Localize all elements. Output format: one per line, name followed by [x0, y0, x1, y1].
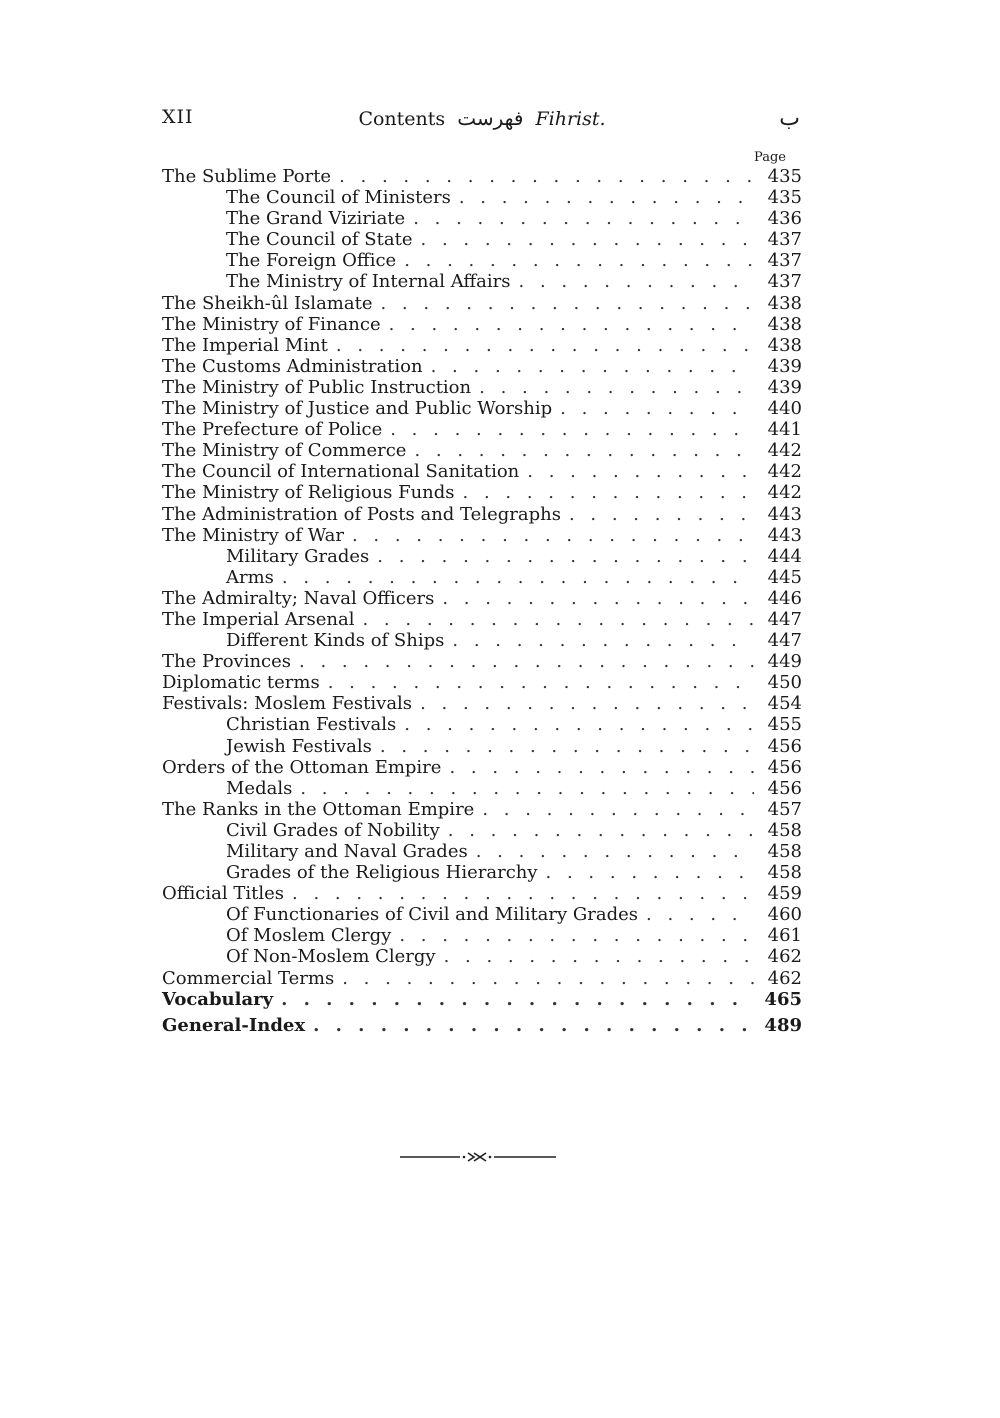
toc-entry-title: Grades of the Religious Hierarchy: [226, 862, 538, 884]
toc-entry: [162, 925, 802, 946]
toc-entry-page: 461: [767, 925, 802, 947]
toc-entry: [162, 862, 802, 883]
toc-entry-page: 437: [767, 271, 802, 293]
dot-leader: [282, 567, 754, 588]
toc-entry-page: 441: [767, 419, 802, 441]
toc-entry-title: Military and Naval Grades: [226, 841, 468, 862]
toc-entry: [162, 461, 802, 482]
toc-entry: [162, 946, 802, 967]
toc-entry: [162, 293, 802, 314]
toc-entry-title: The Administration of Posts and Telegraphs: [162, 503, 561, 525]
running-title: [162, 106, 802, 130]
dot-leader: [339, 166, 754, 187]
dot-leader: [442, 588, 754, 609]
toc-entry-page: 439: [767, 355, 802, 377]
toc-entry: [162, 419, 802, 440]
toc-entry: [162, 398, 802, 419]
toc-entry-page: 458: [767, 819, 802, 841]
dot-leader: [413, 208, 754, 229]
toc-entry-page: 456: [767, 735, 802, 757]
toc-entry: [162, 335, 802, 356]
toc-entry-page: 440: [767, 398, 802, 420]
toc-entry-title: The Imperial Mint: [162, 334, 328, 356]
toc-entry-page: 459: [767, 883, 802, 905]
toc-entry-page: 462: [767, 946, 802, 968]
toc-entry-title: The Ministry of Internal Affairs: [226, 271, 511, 293]
toc-entry: [162, 525, 802, 546]
toc-entry-title: Civil Grades of Nobility: [226, 819, 440, 841]
toc-entry: [162, 736, 802, 757]
toc-entry: [162, 968, 802, 989]
dot-leader: [399, 925, 754, 946]
toc-entry: [162, 546, 802, 567]
toc-entry-page: 489: [764, 1014, 802, 1036]
toc-entry-title: The Ministry of Commerce: [162, 440, 407, 462]
toc-entry: [162, 271, 802, 292]
toc-entry: [162, 482, 802, 503]
toc-entry-title: Medals: [226, 777, 293, 799]
toc-entry-title: The Ministry of Religious Funds: [162, 482, 455, 504]
toc-entry-page: 455: [767, 714, 802, 736]
toc-entry-page: 443: [767, 503, 802, 525]
toc-entry: [162, 989, 802, 1015]
toc-entry-page: 445: [767, 566, 802, 588]
toc-entry-title: General-Index: [162, 1014, 306, 1036]
dot-leader: [560, 398, 754, 419]
dot-leader: [404, 250, 754, 271]
toc-entry: [162, 440, 802, 461]
toc-entry-page: 442: [767, 440, 802, 462]
dot-leader: [342, 968, 754, 989]
toc-entry-title: The Grand Viziriate: [226, 208, 406, 230]
toc-entry-title: The Provinces: [162, 651, 292, 673]
toc-entry-title: The Foreign Office: [226, 250, 397, 272]
toc-entry-page: 438: [767, 313, 802, 335]
dot-leader: [444, 946, 754, 967]
dot-leader: [476, 841, 754, 862]
toc-entry-page: 436: [767, 208, 802, 230]
toc-entry: [162, 504, 802, 525]
running-title-arabic: فهرست: [457, 106, 524, 130]
page-header: [162, 106, 802, 136]
toc-entry-title: The Admiralty; Naval Officers: [162, 587, 435, 609]
toc-entry: [162, 588, 802, 609]
toc-entry-title: The Sheikh-ûl Islamate: [162, 292, 373, 314]
toc-entry-page: 450: [767, 672, 802, 694]
toc-entry-title: The Prefecture of Police: [162, 419, 383, 441]
toc-entry-page: 435: [767, 166, 802, 187]
dot-leader: [479, 377, 754, 398]
dot-leader: [292, 883, 754, 904]
toc-entry-title: Different Kinds of Ships: [226, 630, 445, 652]
dot-leader: [448, 820, 754, 841]
dot-leader: [404, 714, 754, 735]
dot-leader: [646, 904, 754, 925]
dot-leader: [300, 778, 754, 799]
toc-entry-title: Of Non-Moslem Clergy: [226, 946, 436, 968]
toc-entry-title: The Imperial Arsenal: [162, 608, 355, 630]
toc-entry-page: 454: [767, 693, 802, 715]
toc-entry-title: The Council of International Sanitation: [162, 461, 520, 483]
dot-leader: [328, 672, 754, 693]
toc-entry-page: 458: [767, 862, 802, 884]
dot-leader: [463, 482, 754, 503]
dot-leader: [281, 989, 754, 1010]
toc-entry-title: Jewish Festivals: [226, 735, 372, 757]
dot-leader: [482, 799, 754, 820]
toc-entry-title: Orders of the Ottoman Empire: [162, 756, 442, 778]
toc-entry-title: Military Grades: [226, 545, 370, 567]
toc-entry: [162, 314, 802, 335]
toc-entry-title: Festivals: Moslem Festivals: [162, 693, 413, 715]
toc-entry-title: Commercial Terms: [162, 967, 335, 989]
toc-entry: [162, 356, 802, 377]
toc-entry: [162, 567, 802, 588]
toc-entry: [162, 1015, 802, 1041]
signature-mark: ب: [779, 106, 800, 131]
toc-entry-page: 435: [767, 187, 802, 209]
dot-leader: [519, 271, 755, 292]
toc-entry-title: The Ministry of Finance: [162, 313, 381, 335]
dot-leader: [459, 187, 754, 208]
toc-entry-page: 446: [767, 587, 802, 609]
toc-entry: [162, 208, 802, 229]
toc-entry-page: 447: [767, 630, 802, 652]
toc-entry-page: 456: [767, 777, 802, 799]
dot-leader: [377, 546, 754, 567]
dot-leader: [452, 630, 754, 651]
toc-entry-title: Diplomatic terms: [162, 672, 320, 694]
toc-entry-title: The Ministry of Public Instruction: [162, 376, 472, 398]
toc-entry-page: 444: [767, 545, 802, 567]
dot-leader: [336, 335, 754, 356]
toc-entry: [162, 714, 802, 735]
toc-entry-title: The Council of State: [226, 229, 413, 251]
toc-entry: [162, 187, 802, 208]
toc-entry: [162, 904, 802, 925]
dot-leader: [431, 356, 754, 377]
dot-leader: [299, 651, 754, 672]
page-number-roman: XII: [162, 106, 194, 128]
toc-entry: [162, 883, 802, 904]
toc-entry: [162, 693, 802, 714]
toc-entry-title: Arms: [226, 566, 274, 588]
dot-leader: [313, 1015, 754, 1036]
dot-leader: [362, 609, 754, 630]
toc-entry: [162, 757, 802, 778]
toc-entry-title: The Ministry of Justice and Public Worship: [162, 398, 553, 420]
toc-entry-title: Of Functionaries of Civil and Military Grades: [226, 904, 639, 926]
toc-entry-page: 438: [767, 292, 802, 314]
table-of-contents: [162, 166, 802, 1041]
running-title-english: Contents: [358, 108, 446, 130]
toc-entry-page: 449: [767, 651, 802, 673]
toc-entry-page: 437: [767, 229, 802, 251]
toc-entry-title: The Sublime Porte: [162, 166, 332, 187]
toc-entry: [162, 778, 802, 799]
toc-entry: [162, 377, 802, 398]
running-title-transliteration: Fihrist.: [535, 108, 606, 130]
dot-leader: [390, 419, 754, 440]
toc-entry-page: 457: [767, 798, 802, 820]
toc-entry-title: The Customs Administration: [162, 355, 423, 377]
toc-entry-page: 447: [767, 608, 802, 630]
toc-entry: [162, 841, 802, 862]
dot-leader: [380, 736, 754, 757]
toc-entry: [162, 229, 802, 250]
toc-entry-page: 458: [767, 841, 802, 862]
toc-entry-page: 460: [767, 904, 802, 926]
dot-leader: [421, 229, 755, 250]
toc-entry-page: 442: [767, 461, 802, 483]
dot-leader: [389, 314, 754, 335]
dot-leader: [569, 504, 754, 525]
dot-leader: [546, 862, 754, 883]
toc-entry: [162, 799, 802, 820]
dot-leader: [414, 440, 754, 461]
toc-entry-page: 456: [767, 756, 802, 778]
toc-entry-title: Vocabulary: [162, 988, 274, 1010]
dot-leader: [449, 757, 754, 778]
toc-entry: [162, 630, 802, 651]
toc-entry-title: Christian Festivals: [226, 714, 397, 736]
toc-entry-title: The Council of Ministers: [226, 187, 451, 209]
toc-entry: [162, 820, 802, 841]
closing-ornament: [398, 1150, 558, 1164]
toc-entry-page: 443: [767, 524, 802, 546]
page-column-label: Page: [754, 150, 786, 165]
toc-entry-page: 438: [767, 334, 802, 356]
toc-entry: [162, 672, 802, 693]
toc-entry: [162, 250, 802, 271]
toc-entry-title: Of Moslem Clergy: [226, 925, 392, 947]
dot-leader: [420, 693, 754, 714]
toc-entry-title: The Ministry of War: [162, 524, 344, 546]
toc-entry-page: 462: [767, 967, 802, 989]
toc-entry-page: 465: [764, 988, 802, 1010]
dot-leader: [527, 461, 754, 482]
toc-entry-title: Official Titles: [162, 883, 284, 905]
toc-entry: [162, 609, 802, 630]
toc-entry-page: 442: [767, 482, 802, 504]
toc-entry-page: 437: [767, 250, 802, 272]
toc-entry-page: 439: [767, 376, 802, 398]
toc-entry: [162, 651, 802, 672]
dot-leader: [352, 525, 754, 546]
toc-entry: [162, 166, 802, 187]
toc-entry-title: The Ranks in the Ottoman Empire: [162, 798, 475, 820]
dot-leader: [380, 293, 754, 314]
